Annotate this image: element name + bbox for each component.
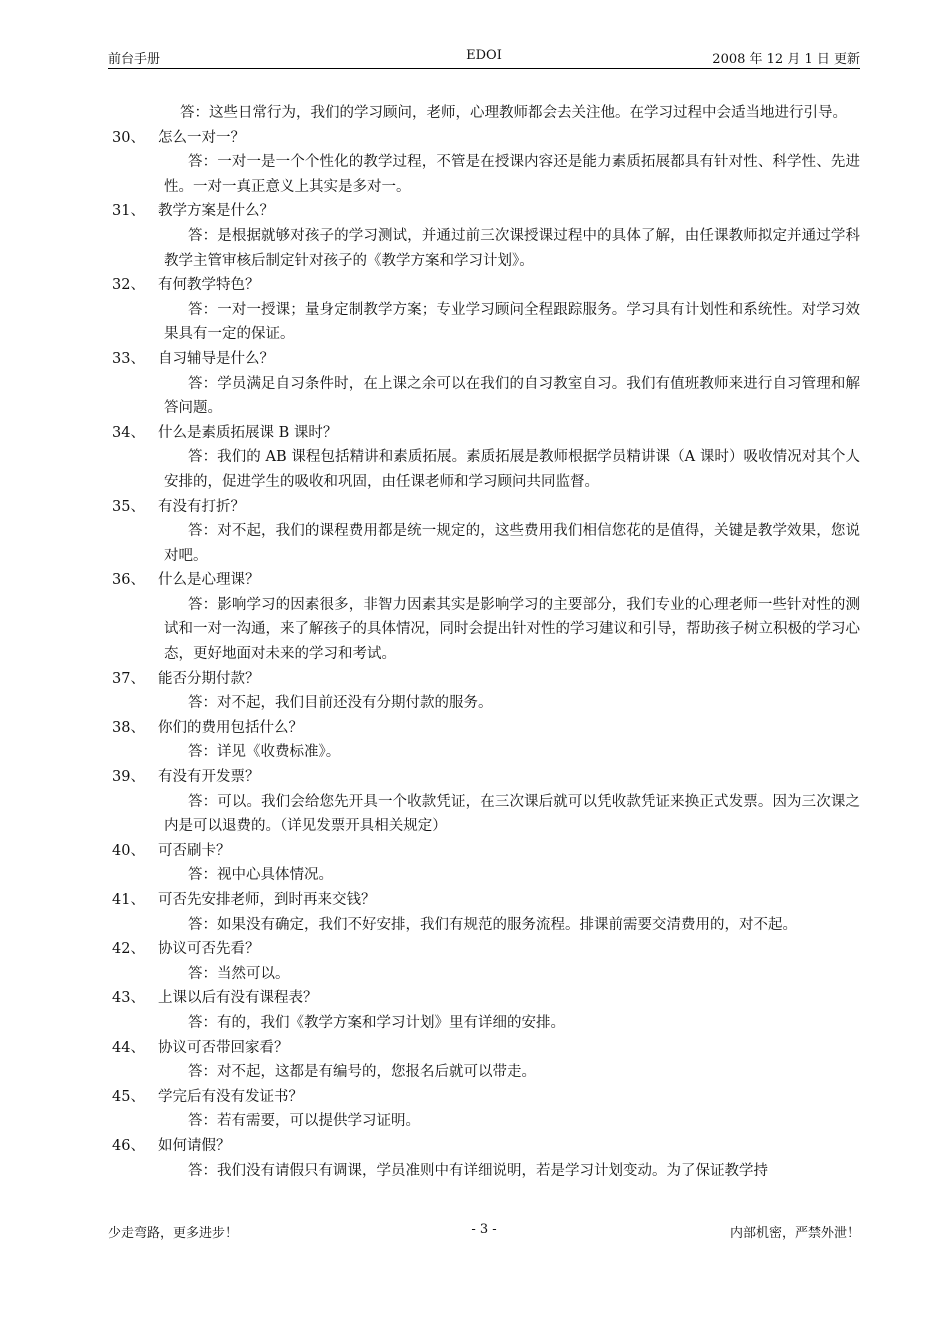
faq-answer: 答：我们没有请假只有调课，学员准则中有详细说明，若是学习计划变动。为了保证教学持 bbox=[188, 1162, 768, 1179]
faq-question bbox=[112, 667, 860, 692]
question-number: 31、 bbox=[112, 203, 145, 220]
faq-answer: 答：对不起，我们目前还没有分期付款的服务。 bbox=[188, 695, 493, 712]
question-text: 有何教学特色？ bbox=[158, 277, 260, 294]
question-text: 可否先安排老师，到时再来交钱？ bbox=[158, 892, 376, 908]
faq-answer: 答：对不起，我们的课程费用都是统一规定的，这些费用我们相信您花的是值得，关键是教学效果，您说对吧。 bbox=[164, 523, 860, 564]
faq-question bbox=[112, 495, 860, 520]
faq-question bbox=[112, 986, 860, 1011]
faq-question bbox=[112, 568, 860, 593]
faq-question bbox=[112, 273, 860, 298]
question-text: 协议可否带回家看？ bbox=[158, 1039, 289, 1056]
faq-answer: 答：有的，我们《教学方案和学习计划》里有详细的安排。 bbox=[188, 1014, 565, 1031]
question-number: 45、 bbox=[112, 1088, 145, 1105]
faq-answer: 答：学员满足自习条件时，在上课之余可以在我们的自习教室自习。我们有值班教师来进行自习管理和解答问题。 bbox=[164, 375, 860, 417]
question-number: 37、 bbox=[112, 670, 145, 687]
question-number: 39、 bbox=[112, 769, 145, 786]
question-number: 41、 bbox=[112, 892, 145, 908]
footer-confidential: 内部机密，严禁外泄！ bbox=[729, 1226, 860, 1241]
page-number: - 3 - bbox=[471, 1222, 497, 1237]
question-text: 怎么一对一？ bbox=[158, 129, 245, 146]
header-update-date: 2008 年 12 月 1 日 更新 bbox=[712, 52, 860, 67]
question-number: 36、 bbox=[112, 572, 145, 589]
faq-question bbox=[112, 199, 860, 224]
faq-question bbox=[112, 347, 860, 372]
faq-question bbox=[112, 1036, 860, 1061]
question-text: 什么是素质拓展课 B 课时？ bbox=[158, 424, 338, 441]
faq-question bbox=[112, 1085, 860, 1110]
faq-answer: 答：我们的 AB 课程包括精讲和素质拓展。素质拓展是教师根据学员精讲课（A 课时）吸收情况对其个人安排的，促进学生的吸收和巩固，由任课老师和学习顾问共同监督。 bbox=[164, 449, 860, 490]
header-left-title: 前台手册 bbox=[108, 52, 161, 67]
faq-content bbox=[112, 101, 860, 1183]
faq-answer: 答：如果没有确定，我们不好安排，我们有规范的服务流程。排课前需要交清费用的，对不起。 bbox=[188, 916, 797, 933]
question-number: 46、 bbox=[112, 1137, 145, 1154]
faq-question bbox=[112, 1134, 860, 1159]
faq-answer: 答：对不起，这都是有编号的，您报名后就可以带走。 bbox=[188, 1064, 536, 1081]
faq-question bbox=[112, 839, 860, 864]
question-text: 有没有开发票？ bbox=[158, 769, 260, 786]
header-center-title: EDOI bbox=[466, 48, 502, 63]
question-number: 43、 bbox=[112, 990, 145, 1007]
question-text: 教学方案是什么？ bbox=[158, 203, 274, 220]
faq-answer: 答：是根据就够对孩子的学习测试，并通过前三次课授课过程中的具体了解，由任课教师拟定并通过学科教学主管审核后制定针对孩子的《教学方案和学习计划》。 bbox=[164, 227, 860, 269]
page-header bbox=[108, 48, 860, 69]
intro-answer: 答：这些日常行为，我们的学习顾问，老师，心理教师都会去关注他。在学习过程中会适当地进行引导。 bbox=[180, 105, 847, 121]
faq-question bbox=[112, 421, 860, 446]
question-number: 38、 bbox=[112, 719, 145, 736]
faq-question bbox=[112, 888, 860, 913]
faq-question bbox=[112, 937, 860, 962]
question-text: 什么是心理课？ bbox=[158, 572, 260, 589]
question-text: 学完后有没有发证书？ bbox=[158, 1088, 303, 1105]
question-number: 30、 bbox=[112, 129, 145, 146]
faq-answer: 答：若有需要，可以提供学习证明。 bbox=[188, 1113, 420, 1130]
question-text: 能否分期付款？ bbox=[158, 670, 260, 687]
question-text: 自习辅导是什么？ bbox=[158, 350, 274, 367]
faq-answer: 答：视中心具体情况。 bbox=[188, 867, 333, 884]
question-text: 你们的费用包括什么？ bbox=[158, 719, 303, 736]
footer-slogan: 少走弯路，更多进步！ bbox=[108, 1226, 239, 1241]
question-number: 40、 bbox=[112, 842, 145, 859]
question-number: 44、 bbox=[112, 1039, 145, 1056]
faq-answer: 答：可以。我们会给您先开具一个收款凭证，在三次课后就可以凭收款凭证来换正式发票。因为三次课之内是可以退费的。（详见发票开具相关规定） bbox=[164, 793, 860, 835]
faq-answer: 答：详见《收费标准》。 bbox=[188, 744, 341, 761]
question-number: 42、 bbox=[112, 941, 145, 958]
question-number: 33、 bbox=[112, 350, 145, 367]
faq-answer: 答：一对一授课；量身定制教学方案；专业学习顾问全程跟踪服务。学习具有计划性和系统性。对学习效果具有一定的保证。 bbox=[164, 301, 860, 343]
faq-answer: 答：一对一是一个个性化的教学过程，不管是在授课内容还是能力素质拓展都具有针对性、科学性、先进性。一对一真正意义上其实是多对一。 bbox=[164, 154, 860, 195]
question-text: 协议可否先看？ bbox=[158, 941, 260, 958]
question-number: 32、 bbox=[112, 277, 145, 294]
faq-answer: 答：影响学习的因素很多，非智力因素其实是影响学习的主要部分，我们专业的心理老师一些针对性的测试和一对一沟通，来了解孩子的具体情况，同时会提出针对性的学习建议和引导，帮助孩子树立积极的学习心态，更好地面对未来的学习和考试。 bbox=[164, 596, 860, 663]
faq-question bbox=[112, 765, 860, 790]
faq-answer: 答：当然可以。 bbox=[188, 965, 290, 982]
question-text: 如何请假？ bbox=[158, 1137, 231, 1154]
question-number: 34、 bbox=[112, 424, 145, 441]
faq-question bbox=[112, 716, 860, 741]
question-number: 35、 bbox=[112, 498, 145, 515]
question-text: 可否刷卡？ bbox=[158, 842, 231, 859]
question-text: 有没有打折？ bbox=[158, 498, 245, 515]
faq-question bbox=[112, 126, 860, 151]
question-text: 上课以后有没有课程表？ bbox=[158, 990, 318, 1007]
